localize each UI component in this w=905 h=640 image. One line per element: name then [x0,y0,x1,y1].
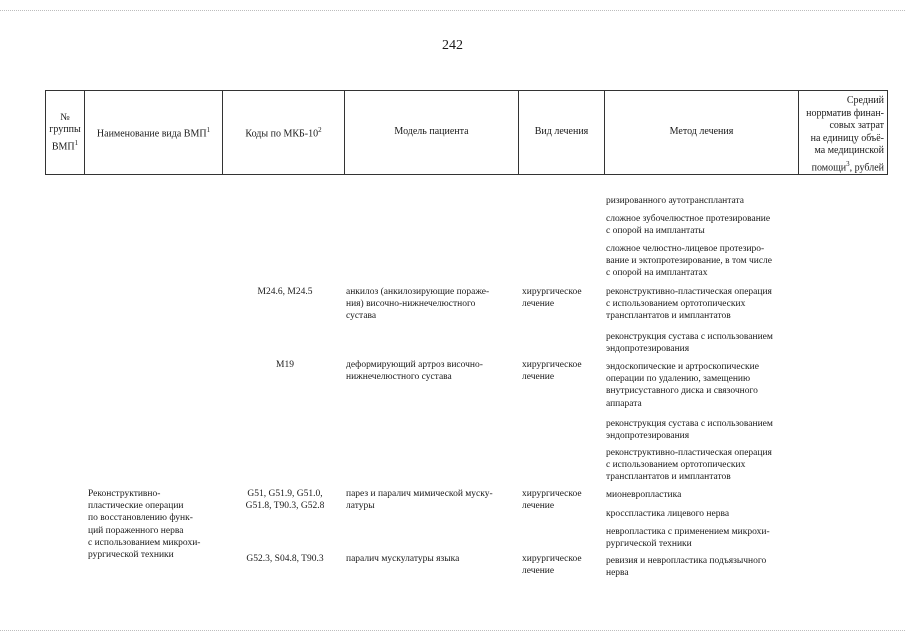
method-item: реконструкция сустава с использованием эндопротезирования [606,332,773,355]
header-financing: Средний норрматив финан- совых затрат на единицу объё- ма медицинской помощи$^3$, рублей [799,91,888,175]
patient-model: анкилоз (анкилозирующие пораже- ния) височно-нижнечелюстного сустава [346,287,490,322]
patient-model: парез и паралич мимической муску- латуры [346,489,493,512]
method-item: реконструкция сустава с использованием эндопротезирования [606,419,773,442]
header-method: Метод лечения [605,91,799,175]
header-model: Модель пациента [345,91,519,175]
method-item: сложное зубочелюстное протезирование с опорой на имплантаты [606,214,771,237]
treatment-type: хирургическое лечение [522,554,582,577]
method-item: мионевропластика [606,490,682,500]
patient-model: деформирующий артроз височно- нижнечелюстного сустава [346,360,483,383]
method-item: ризированного аутотрансплантата [606,196,744,206]
icd-codes: M24.6, M24.5 [257,287,313,297]
method-item: реконструктивно-пластическая операция с использованием ортотопических трансплантатов и имплантатов [606,448,772,483]
header-name: Наименование вида ВМП$^1$ [85,91,223,175]
treatment-type: хирургическое лечение [522,360,582,383]
method-item: кросспластика лицевого нерва [606,509,730,519]
top-scan-noise [0,10,905,12]
method-item: сложное челюстно-лицевое протезиро- вание и эктопротезирование, в том числе с опорой на имплантатах [606,244,773,279]
method-item: невропластика с применением микрохи- рургической техники [606,527,770,550]
patient-model: паралич мускулатуры языка [346,554,460,564]
header-group-no: № группы ВМП$^1$ [46,91,85,175]
icd-codes: M19 [276,360,294,370]
method-item: реконструктивно-пластическая операция с использованием ортотопических трансплантатов и имплантатов [606,287,772,322]
method-item: ревизия и невропластика подъязычного нерва [606,556,767,579]
header-codes: Коды по МКБ-$10^2$ [223,91,345,175]
vmp-type-name: Реконструктивно- пластические операции по восстановлению функ- ций пораженного нерва с использованием микрохи- рургической техники [88,489,201,561]
method-item: эндоскопические и артроскопические операции по удалению, замещению внутрисуставного диска и связочного аппарата [606,362,759,409]
page-number: 242 [442,38,463,53]
treatment-type: хирургическое лечение [522,287,582,310]
bottom-scan-noise [0,630,905,632]
icd-codes: G52.3, S04.8, T90.3 [246,554,324,564]
icd-codes: G51, G51.9, G51.0, G51.8, T90.3, G52.8 [245,489,325,512]
treatment-type: хирургическое лечение [522,489,582,512]
header-treatment-type: Вид лечения [519,91,605,175]
table-header [45,90,888,175]
